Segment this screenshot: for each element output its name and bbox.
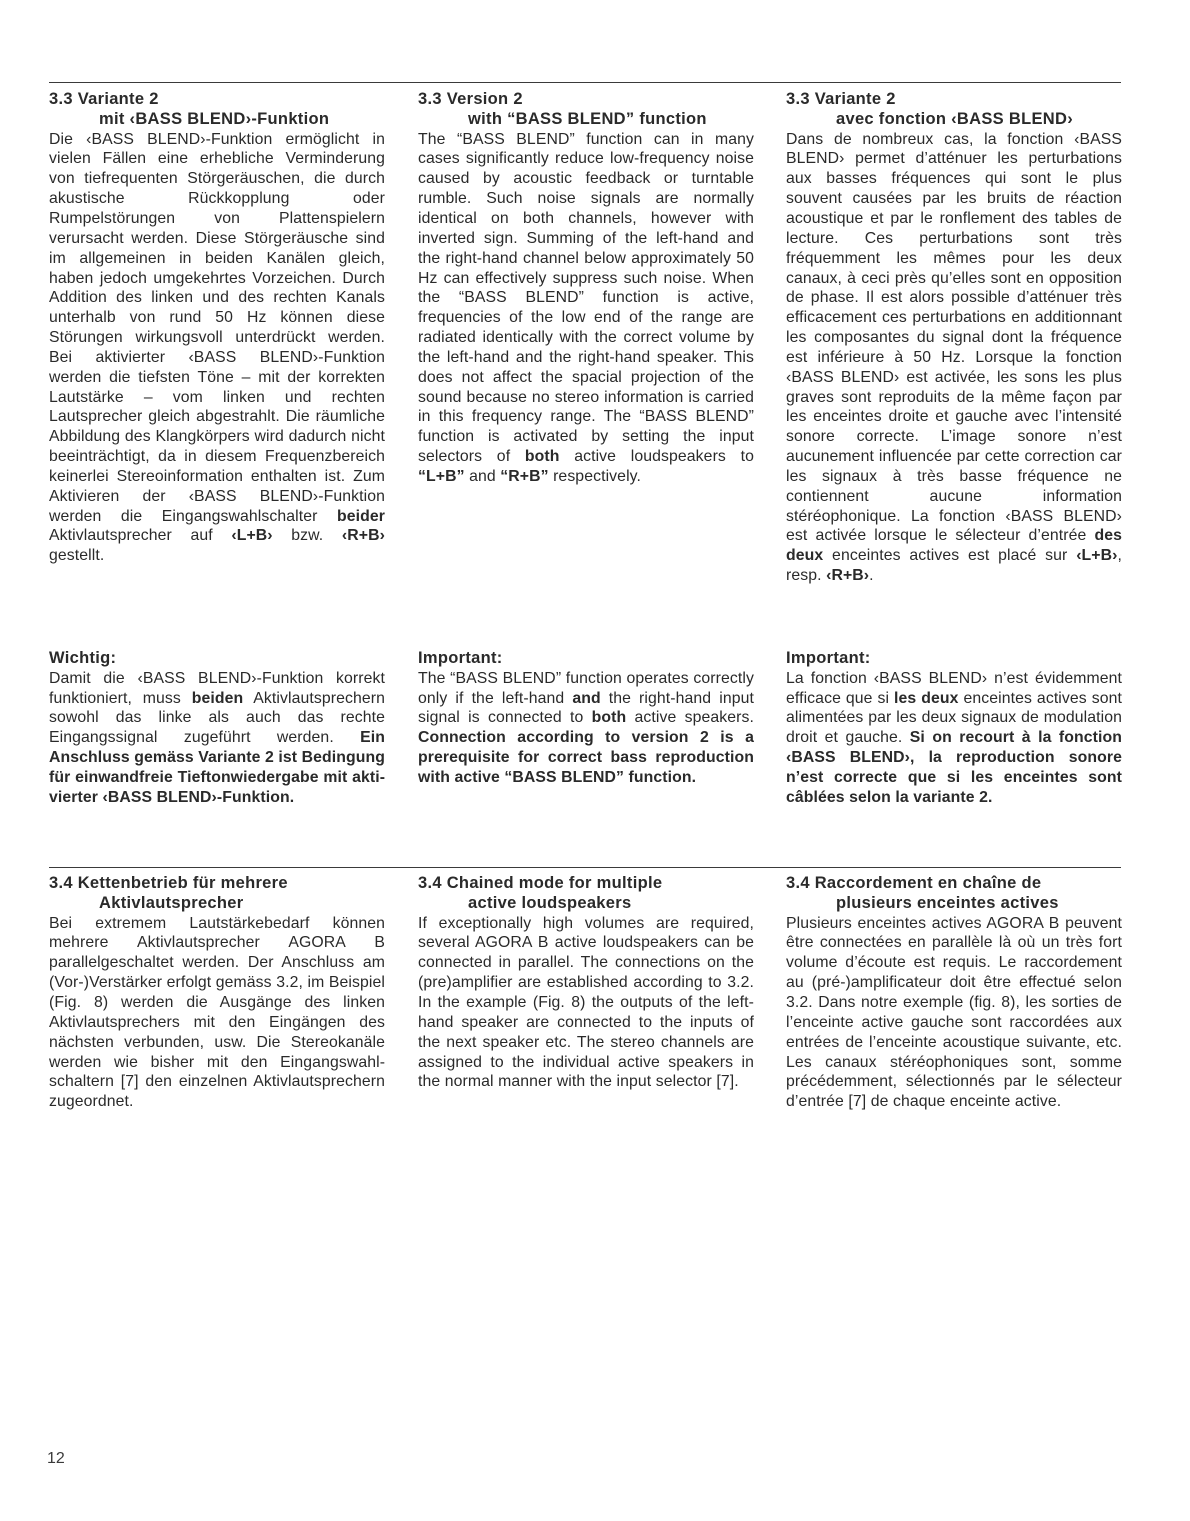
bold-run: both bbox=[591, 709, 627, 727]
heading-line-1: 3.3 Variante 2 bbox=[786, 90, 896, 108]
bold-run: Si on recourt à la fonction ‹BASS BLEND›, la reproduction sonore n’est correcte que si les enceintes sont câblées selon la variante 2. bbox=[786, 729, 1122, 806]
bold-run: ‹R+B› bbox=[341, 527, 385, 545]
heading-line-2: plusieurs enceintes actives bbox=[836, 893, 1059, 912]
important-de bbox=[49, 649, 385, 808]
important-en bbox=[418, 649, 754, 788]
page-number: 12 bbox=[47, 1450, 65, 1467]
heading-line-1: 3.3 Version 2 bbox=[418, 90, 523, 108]
bold-run: “R+B” bbox=[500, 467, 549, 485]
heading-line-1: 3.3 Variante 2 bbox=[49, 90, 159, 108]
important-fr bbox=[786, 649, 1122, 808]
section-3-4-fr-heading bbox=[786, 874, 1122, 914]
bold-run: des deux bbox=[786, 527, 1122, 565]
section-3-4-fr-body: Plusieurs enceintes actives AGORA B peuvent être connectées en parallèle là où un très fort volume d’écoute est requis. Le raccordement au (pré-)amplificateur doit être effectué selon 3.2. Dans notre exemple (fig. 8), les sorties de l’enceinte active gauche sont raccordées aux entrées de l’enceinte acoustique suivante, etc. Les canaux stéréophoniques sont, somme précédemment, sélectionnés par le sélecteur d’entrée [7] de chaque enceinte active. bbox=[786, 914, 1122, 1111]
heading-line-1: 3.4 Chained mode for multiple bbox=[418, 874, 663, 892]
section-3-3-fr-body: Dans de nombreux cas, la fonction ‹BASS BLEND› permet d’atténuer les perturbations aux basses fréquences qui sont le plus souvent causées par les bruits de réaction acoustique et par le ronflement des tables de lecture. Ces perturbations sont très fréquemment les mêmes pour les deux canaux, à ceci près qu’elles sont en opposition de phase. Il est alors possible d’atténuer très efficacement ces perturbations en additionnant les composantes du signal dont la fréquence est inférieure à 50 Hz. Lorsque la fonction ‹BASS BLEND› est activée, les sons les plus graves sont reproduits de la même façon par les enceintes droite et gauche avec l’intensité sonore correcte. L’image sonore n’est aucunement influencée par cette correction car les signaux à très basse fréquence ne contiennent aucune information stéréophonique. La fonction ‹BASS BLEND› est activée lorsque le sélecteur d’entrée des deux enceintes actives est placé sur ‹L+B›, resp. ‹R+B›. bbox=[786, 130, 1122, 585]
section-3-4-de bbox=[49, 874, 385, 1112]
heading-line-2: with “BASS BLEND” function bbox=[468, 109, 707, 128]
bold-run: les deux bbox=[894, 689, 959, 707]
section-3-3-fr bbox=[786, 90, 1122, 586]
important-en-body: The “BASS BLEND” function operates correctly only if the left-hand and the right-hand input signal is connected to both active speakers. Connection according to version 2 is a prerequisite for correct bass reproduction with active “BASS BLEND” function. bbox=[418, 669, 754, 787]
bold-run: beider bbox=[336, 507, 385, 525]
important-fr-heading: Important: bbox=[786, 649, 871, 667]
important-de-heading: Wichtig: bbox=[49, 649, 117, 667]
section-3-4-en-body: If exceptionally high volumes are required, several AGORA B active loudspeakers can be connected in parallel. The connections on the (pre)amplifier are established according to 3.2. In the example (Fig. 8) the outputs of the left-hand speaker are connected to the inputs of the next speaker etc. The stereo channels are assigned to the individual active speakers in the normal manner with the input selector [7]. bbox=[418, 914, 754, 1091]
section-3-3-de-heading bbox=[49, 90, 385, 130]
section-3-3-de bbox=[49, 90, 385, 566]
section-3-3-en-heading bbox=[418, 90, 754, 130]
bold-run: beiden bbox=[191, 689, 244, 707]
section-3-4-en bbox=[418, 874, 754, 1092]
section-3-4-fr bbox=[786, 874, 1122, 1112]
section-3-4-de-heading bbox=[49, 874, 385, 914]
heading-line-1: 3.4 Kettenbetrieb für mehrere bbox=[49, 874, 288, 892]
heading-line-2: Aktivlautsprecher bbox=[99, 893, 244, 912]
bold-run: ‹L+B› bbox=[231, 527, 273, 545]
section-3-4-en-heading bbox=[418, 874, 754, 914]
bold-run: “L+B” bbox=[418, 467, 465, 485]
bold-run: Ein Anschluss gemäss Variante 2 ist Bedingung für einwandfreie Tieftonwiedergabe mit aktivierter ‹BASS BLEND›-Funktion. bbox=[49, 729, 385, 806]
bold-run: Connection according to version 2 is a prerequisite for correct bass reproduction with active “BASS BLEND” function. bbox=[418, 729, 754, 787]
heading-line-2: mit ‹BASS BLEND›-Funktion bbox=[99, 109, 330, 128]
section-3-3-en-body: The “BASS BLEND” function can in many cases significantly reduce low-frequency noise caused by acoustic feedback or turntable rumble. Such noise signals are normally identical on both channels, however with inverted sign. Summing of the left-hand and the right-hand channel below approximately 50 Hz can effectively suppress such noise. When the “BASS BLEND” function is active, frequencies of the low end of the range are radiated identically with the correct volume by the left-hand and the right-hand speaker. This does not affect the spacial projection of the sound because no stereo information is carried in this frequency range. The “BASS BLEND” function is activated by setting the input selectors of both active loudspeakers to “L+B” and “R+B” respectively. bbox=[418, 130, 754, 485]
section-3-4-de-body: Bei extremem Lautstärkebedarf können mehrere Aktivlautsprecher AGORA B parallelgeschaltet werden. Der Anschluss am (Vor-)Verstärker erfolgt gemäss 3.2, im Beispiel (Fig. 8) werden die Ausgänge des linken Aktivlautsprechers mit den Eingängen des nächsten verbunden, usw. Die Stereokanäle werden wie bisher mit den Eingangswahlschaltern [7] den einzelnen Aktivlautsprechern zugeordnet. bbox=[49, 914, 385, 1111]
important-fr-body: La fonction ‹BASS BLEND› n’est évidemment efficace que si les deux enceintes actives sont alimentées par les deux signaux de modulation droit et gauche. Si on recourt à la fonction ‹BASS BLEND›, la reproduction sonore n’est correcte que si les enceintes sont câblées selon la variante 2. bbox=[786, 669, 1122, 806]
heading-line-2: active loudspeakers bbox=[468, 893, 632, 912]
top-rule bbox=[49, 82, 1121, 83]
bold-run: ‹L+B› bbox=[1076, 547, 1118, 565]
important-de-body: Damit die ‹BASS BLEND›-Funktion korrekt funktioniert, muss beiden Aktivlautsprechern sowohl das linke als auch das rechte Eingangssignal zugeführt werden. Ein Anschluss gemäss Variante 2 ist Bedingung für einwandfreie Tieftonwiedergabe mit aktivierter ‹BASS BLEND›-Funktion. bbox=[49, 669, 385, 806]
heading-line-1: 3.4 Raccordement en chaîne de bbox=[786, 874, 1042, 892]
bold-run: both bbox=[524, 448, 560, 466]
section-3-3-de-body: Die ‹BASS BLEND›-Funktion ermöglicht in vielen Fällen eine erhebliche Verminderung von tiefrequenten Störgeräuschen, die durch akustische Rückkopplung oder Rumpelstörungen von Plattenspielern verursacht werden. Diese Störgeräusche sind im allgemeinen in beiden Kanälen gleich, haben jedoch umgekehrtes Vorzeichen. Durch Addition des linken und des rechten Kanals unterhalb von rund 50 Hz können diese Störungen wirkungsvoll unterdrückt werden. Bei aktivierter ‹BASS BLEND›-Funktion werden die tiefsten Töne – mit der korrekten Lautstärke – vom linken und rechten Lautsprecher gleich abgestrahlt. Die räumliche Abbildung des Klangkörpers wird dadurch nicht beeinträchtigt, da in diesem Frequenzbereich keinerlei Stereoinformation enthalten ist. Zum Aktivieren der ‹BASS BLEND›-Funktion werden die Eingangswahlschalter beider Aktivlautsprecher auf ‹L+B› bzw. ‹R+B› gestellt. bbox=[49, 130, 385, 565]
important-en-heading: Important: bbox=[418, 649, 503, 667]
bold-run: and bbox=[572, 689, 601, 707]
heading-line-2: avec fonction ‹BASS BLEND› bbox=[836, 109, 1073, 128]
section-3-3-en bbox=[418, 90, 754, 487]
section-3-3-fr-heading bbox=[786, 90, 1122, 130]
bold-run: ‹R+B› bbox=[826, 567, 870, 585]
section-divider-rule bbox=[49, 867, 1121, 868]
